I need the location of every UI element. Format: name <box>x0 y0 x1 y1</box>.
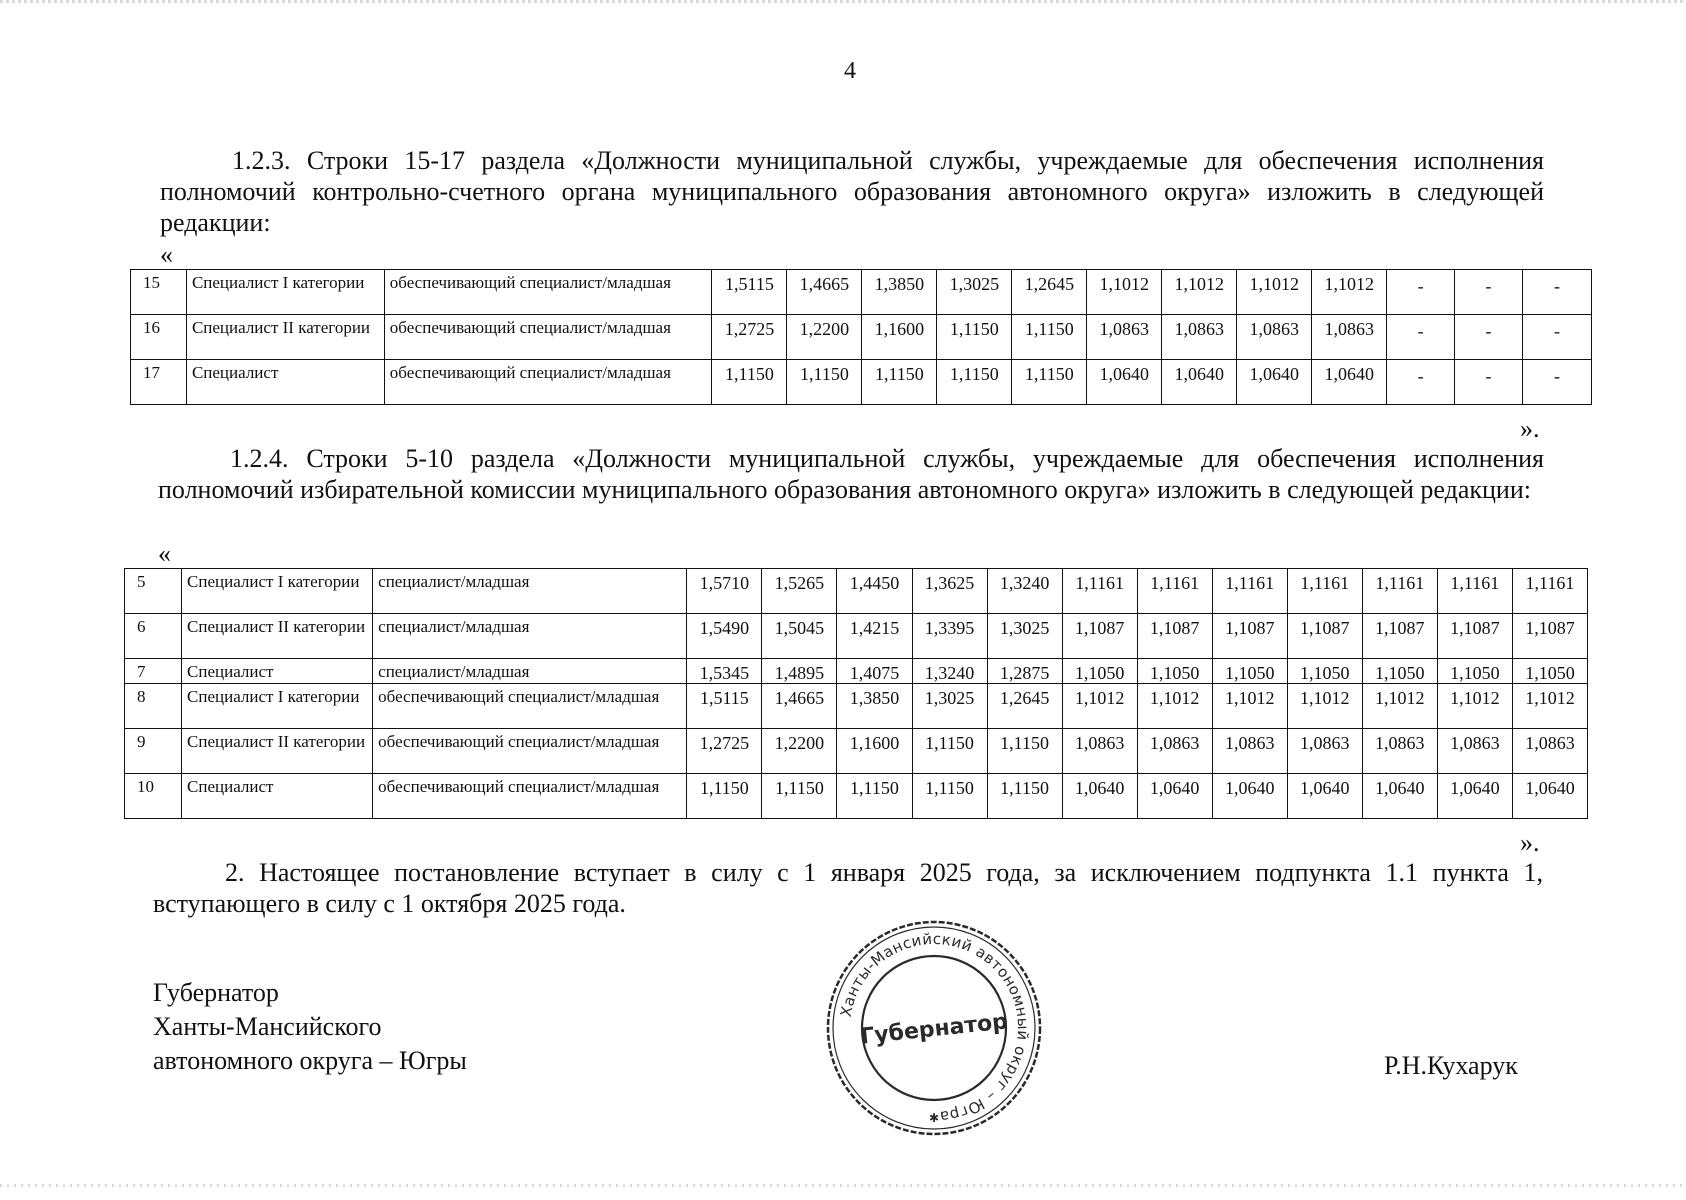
coefficient-cell: 1,1150 <box>912 729 987 774</box>
table-row <box>131 270 1592 315</box>
row-number-cell: 10 <box>125 774 182 819</box>
coefficient-cell: 1,5490 <box>687 614 762 659</box>
coefficient-cell: 1,4450 <box>837 569 912 614</box>
coefficient-cell: - <box>1455 315 1523 360</box>
position-cell: Специалист <box>182 774 373 819</box>
position-cell: Специалист II категории <box>182 614 373 659</box>
coefficient-cell: 1,3240 <box>912 659 987 684</box>
coefficient-cell: 1,4075 <box>837 659 912 684</box>
coefficient-cell: 1,1150 <box>712 360 787 405</box>
paragraph-label: 1.2.4. <box>230 444 289 473</box>
coefficient-cell: 1,1600 <box>862 315 937 360</box>
coefficient-cell: 1,4665 <box>762 684 837 729</box>
coefficient-cell: 1,1150 <box>687 774 762 819</box>
table-row <box>125 774 1588 819</box>
coefficient-cell: 1,1150 <box>762 774 837 819</box>
coefficient-cell: 1,5710 <box>687 569 762 614</box>
paragraph-1-2-3 <box>160 145 1544 238</box>
coefficient-cell: 1,4215 <box>837 614 912 659</box>
coefficient-cell: - <box>1387 360 1455 405</box>
signer-name: Р.Н.Кухарук <box>1384 1051 1518 1080</box>
coefficient-cell: 1,5115 <box>687 684 762 729</box>
table-row <box>131 315 1592 360</box>
coefficient-cell: 1,1050 <box>1062 659 1137 684</box>
coefficient-cell: 1,1150 <box>1012 315 1087 360</box>
coefficient-cell: 1,1050 <box>1212 659 1287 684</box>
coefficient-cell: 1,1012 <box>1162 270 1237 315</box>
table-row <box>125 729 1588 774</box>
svg-text:✱: ✱ <box>928 1111 940 1125</box>
table-row <box>131 360 1592 405</box>
signer-title-line-2: Ханты-Мансийского <box>153 1012 382 1041</box>
coefficient-cell: 1,0863 <box>1287 729 1362 774</box>
coefficient-cell: 1,0863 <box>1362 729 1437 774</box>
coefficient-cell: 1,0640 <box>1437 774 1512 819</box>
table-row <box>125 659 1588 684</box>
coefficient-cell: 1,1161 <box>1137 569 1212 614</box>
table-row <box>125 684 1588 729</box>
row-number-cell: 6 <box>125 614 182 659</box>
coefficient-cell: 1,1012 <box>1362 684 1437 729</box>
position-cell: Специалист I категории <box>186 270 384 315</box>
coefficient-cell: 1,1087 <box>1212 614 1287 659</box>
paragraph-text: Настоящее постановление вступает в силу с 1 января 2025 года, за исключением подпункта 1.1 пункта 1, вступающего в силу с 1 октября 2025 года. <box>153 858 1544 918</box>
coefficient-cell: 1,0640 <box>1312 360 1387 405</box>
coefficient-cell: - <box>1455 360 1523 405</box>
row-number-cell: 9 <box>125 729 182 774</box>
coefficient-cell: 1,1161 <box>1062 569 1137 614</box>
coefficient-cell: 1,1087 <box>1437 614 1512 659</box>
group-cell: обеспечивающий специалист/младшая <box>373 729 687 774</box>
coefficient-cell: 1,0863 <box>1137 729 1212 774</box>
coefficient-cell: 1,4665 <box>787 270 862 315</box>
table-body <box>125 569 1588 819</box>
coefficient-cell: 1,3025 <box>912 684 987 729</box>
paragraph-label: 2. <box>225 858 245 887</box>
group-cell: специалист/младшая <box>373 659 687 684</box>
signer-title-line-3: автономного округа – Югры <box>153 1046 467 1075</box>
coefficient-cell: 1,2875 <box>987 659 1062 684</box>
coefficient-cell: 1,1150 <box>937 315 1012 360</box>
official-seal-stamp <box>824 918 1044 1138</box>
coefficient-cell: - <box>1387 270 1455 315</box>
coefficient-cell: - <box>1522 270 1591 315</box>
coefficient-cell: 1,1087 <box>1362 614 1437 659</box>
coefficient-cell: 1,1150 <box>987 729 1062 774</box>
coefficient-cell: 1,3025 <box>987 614 1062 659</box>
row-number-cell: 5 <box>125 569 182 614</box>
coefficient-cell: 1,1161 <box>1362 569 1437 614</box>
coefficient-cell: 1,1150 <box>787 360 862 405</box>
coefficient-cell: 1,0640 <box>1362 774 1437 819</box>
coefficient-cell: 1,1087 <box>1512 614 1587 659</box>
group-cell: обеспечивающий специалист/младшая <box>373 774 687 819</box>
coefficient-cell: 1,1161 <box>1512 569 1587 614</box>
table-row <box>125 569 1588 614</box>
coefficient-cell: 1,0640 <box>1062 774 1137 819</box>
position-cell: Специалист I категории <box>182 684 373 729</box>
coefficient-cell: 1,0640 <box>1512 774 1587 819</box>
coefficient-cell: 1,1161 <box>1437 569 1512 614</box>
position-cell: Специалист I категории <box>182 569 373 614</box>
coefficient-cell: 1,2645 <box>1012 270 1087 315</box>
coefficient-cell: 1,1150 <box>937 360 1012 405</box>
coefficient-cell: 1,1050 <box>1437 659 1512 684</box>
paragraph-1-2-4 <box>158 443 1544 505</box>
coefficient-cell: 1,5265 <box>762 569 837 614</box>
signature-block <box>153 976 467 1078</box>
coefficient-cell: 1,1150 <box>987 774 1062 819</box>
coefficient-cell: 1,3240 <box>987 569 1062 614</box>
coefficient-cell: 1,0640 <box>1287 774 1362 819</box>
coefficient-cell: 1,0863 <box>1062 729 1137 774</box>
coefficient-cell: 1,0863 <box>1312 315 1387 360</box>
row-number-cell: 7 <box>125 659 182 684</box>
coefficient-cell: 1,0640 <box>1237 360 1312 405</box>
position-cell: Специалист II категории <box>186 315 384 360</box>
seal-ring-text: Ханты-Мансийский автономный округ – Югра <box>836 929 1033 1126</box>
coefficient-cell: 1,1150 <box>837 774 912 819</box>
coefficient-cell: 1,3625 <box>912 569 987 614</box>
coefficient-cell: 1,2725 <box>712 315 787 360</box>
coefficient-cell: 1,0863 <box>1437 729 1512 774</box>
coefficient-cell: 1,0863 <box>1237 315 1312 360</box>
coefficient-cell: 1,1087 <box>1137 614 1212 659</box>
coefficient-cell: 1,1150 <box>862 360 937 405</box>
coefficient-cell: - <box>1455 270 1523 315</box>
position-cell: Специалист <box>182 659 373 684</box>
coefficient-cell: 1,1012 <box>1137 684 1212 729</box>
coefficient-cell: - <box>1522 360 1591 405</box>
page-number: 4 <box>844 58 856 84</box>
coefficient-table-2 <box>124 568 1588 819</box>
scan-edge-top <box>0 0 1686 3</box>
coefficient-cell: 1,5045 <box>762 614 837 659</box>
group-cell: обеспечивающий специалист/младшая <box>384 360 712 405</box>
group-cell: специалист/младшая <box>373 569 687 614</box>
coefficient-cell: 1,3850 <box>837 684 912 729</box>
signer-title-line-1: Губернатор <box>153 978 279 1007</box>
coefficient-cell: 1,1012 <box>1437 684 1512 729</box>
coefficient-cell: 1,0863 <box>1162 315 1237 360</box>
coefficient-cell: 1,1012 <box>1512 684 1587 729</box>
open-quote-2: « <box>158 539 171 568</box>
coefficient-cell: 1,1161 <box>1287 569 1362 614</box>
paragraph-text: Строки 15-17 раздела «Должности муниципальной службы, учреждаемые для обеспечения исполнения полномочий контрольно-счетного органа муниципального образования автономного округа» изложить в следующей редакции: <box>160 146 1544 237</box>
group-cell: специалист/младшая <box>373 614 687 659</box>
coefficient-cell: 1,1161 <box>1212 569 1287 614</box>
position-cell: Специалист II категории <box>182 729 373 774</box>
close-quote-1: ». <box>1520 414 1540 443</box>
coefficient-cell: 1,5115 <box>712 270 787 315</box>
row-number-cell: 17 <box>131 360 187 405</box>
coefficient-cell: 1,1150 <box>1012 360 1087 405</box>
coefficient-cell: 1,0640 <box>1087 360 1162 405</box>
paragraph-label: 1.2.3. <box>232 146 291 175</box>
coefficient-cell: 1,0863 <box>1212 729 1287 774</box>
coefficient-cell: 1,1012 <box>1287 684 1362 729</box>
coefficient-cell: 1,0640 <box>1137 774 1212 819</box>
coefficient-cell: 1,1012 <box>1237 270 1312 315</box>
coefficient-cell: 1,1050 <box>1362 659 1437 684</box>
coefficient-cell: 1,0863 <box>1087 315 1162 360</box>
scan-edge-bottom <box>0 1184 1686 1187</box>
group-cell: обеспечивающий специалист/младшая <box>384 315 712 360</box>
coefficient-cell: - <box>1387 315 1455 360</box>
group-cell: обеспечивающий специалист/младшая <box>373 684 687 729</box>
coefficient-cell: 1,1150 <box>912 774 987 819</box>
coefficient-cell: 1,1050 <box>1512 659 1587 684</box>
seal-center-text: Губернатор <box>859 1009 1010 1050</box>
table-body <box>131 270 1592 405</box>
coefficient-cell: 1,2645 <box>987 684 1062 729</box>
coefficient-cell: 1,0863 <box>1512 729 1587 774</box>
position-cell: Специалист <box>186 360 384 405</box>
table-row <box>125 614 1588 659</box>
coefficient-cell: 1,1012 <box>1062 684 1137 729</box>
coefficient-cell: 1,3025 <box>937 270 1012 315</box>
open-quote-1: « <box>160 240 173 269</box>
coefficient-cell: 1,0640 <box>1212 774 1287 819</box>
coefficient-cell: 1,1050 <box>1287 659 1362 684</box>
coefficient-cell: 1,1012 <box>1087 270 1162 315</box>
coefficient-cell: 1,1600 <box>837 729 912 774</box>
coefficient-cell: 1,5345 <box>687 659 762 684</box>
row-number-cell: 16 <box>131 315 187 360</box>
paragraph-text: Строки 5-10 раздела «Должности муниципальной службы, учреждаемые для обеспечения исполнения полномочий избирательной комиссии муниципального образования автономного округа» изложить в следующей редакции: <box>158 444 1544 504</box>
coefficient-cell: 1,0640 <box>1162 360 1237 405</box>
coefficient-cell: 1,1087 <box>1287 614 1362 659</box>
coefficient-cell: 1,3850 <box>862 270 937 315</box>
coefficient-cell: 1,3395 <box>912 614 987 659</box>
coefficient-cell: 1,1012 <box>1212 684 1287 729</box>
row-number-cell: 15 <box>131 270 187 315</box>
coefficient-cell: 1,4895 <box>762 659 837 684</box>
coefficient-cell: 1,1050 <box>1137 659 1212 684</box>
coefficient-cell: 1,2200 <box>762 729 837 774</box>
row-number-cell: 8 <box>125 684 182 729</box>
coefficient-table-1 <box>130 269 1592 405</box>
close-quote-2: ». <box>1520 828 1540 857</box>
coefficient-cell: 1,1012 <box>1312 270 1387 315</box>
paragraph-2 <box>153 857 1543 919</box>
coefficient-cell: 1,2200 <box>787 315 862 360</box>
coefficient-cell: - <box>1522 315 1591 360</box>
coefficient-cell: 1,1087 <box>1062 614 1137 659</box>
coefficient-cell: 1,2725 <box>687 729 762 774</box>
group-cell: обеспечивающий специалист/младшая <box>384 270 712 315</box>
